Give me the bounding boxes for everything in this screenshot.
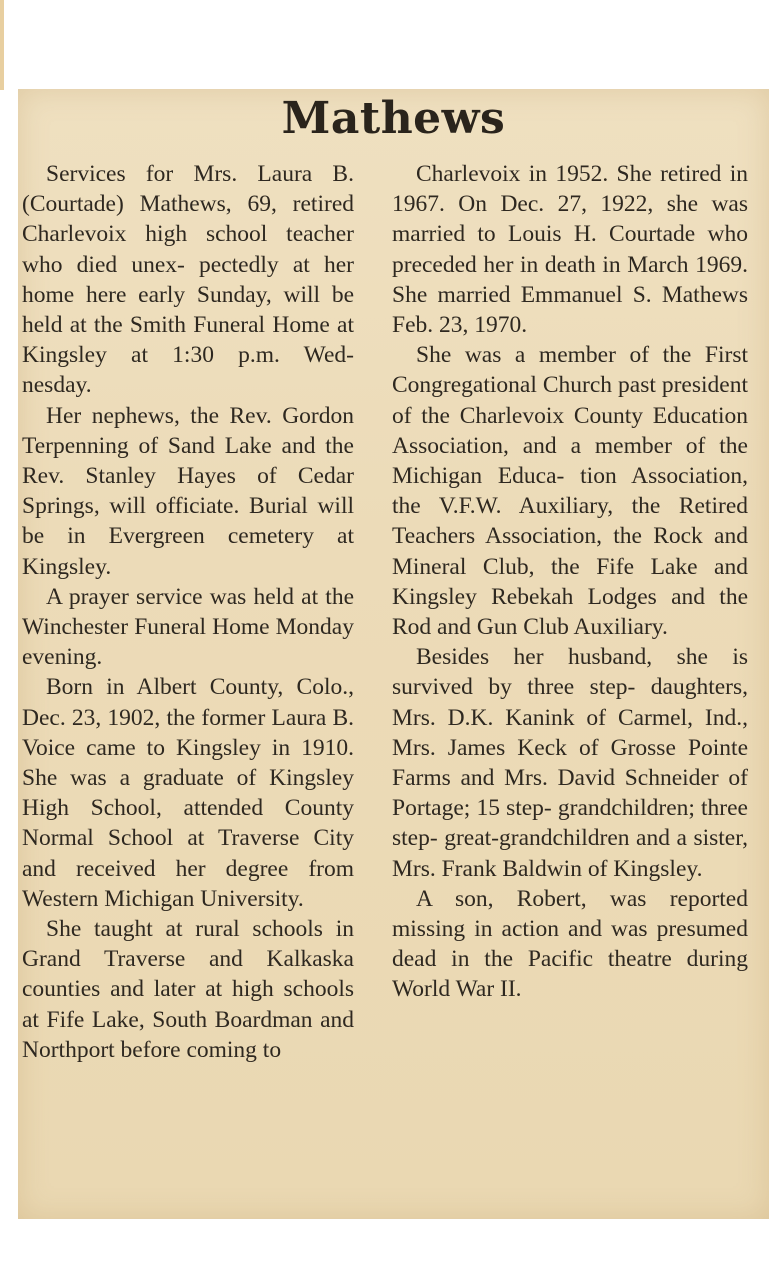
obituary-headline: Mathews bbox=[281, 93, 506, 144]
right-column bbox=[392, 159, 748, 1005]
paragraph-officiants: Her nephews, the Rev. Gordon Terpenning of Sand Lake and the Rev. Stanley Hayes of Cedar Springs, will officiate. Burial will be in Evergreen cemetery at Kingsley. bbox=[22, 402, 354, 580]
scan-edge-strip bbox=[0, 0, 4, 90]
paragraph-teaching-career: She taught at rural schools in Grand Traverse and Kalkaska counties and later at high schools at Fife Lake, South Boardman and Northport before coming to bbox=[22, 916, 354, 1063]
paragraph-memberships: She was a member of the First Congregational Church past president of the Charlevoix County Education Association, and a member of the Michigan Educa- tion Association, the V.F.W. Auxiliary, the Retired Teachers Association, the Rock and Mineral Club, the Fife Lake and Kingsley Rebekah Lodges and the Rod and Gun Club Auxiliary. bbox=[392, 342, 748, 641]
paragraph-survivors: Besides her husband, she is survived by three step- daughters, Mrs. D.K. Kanink of Carmel, Ind., Mrs. James Keck of Grosse Pointe Farms and Mrs. David Schneider of Portage; 15 step- grandchildren; three step- great-grandchildren and a sister, Mrs. Frank Baldwin of Kingsley. bbox=[392, 644, 748, 882]
paragraph-prayer-service: A prayer service was held at the Winchester Funeral Home Monday evening. bbox=[22, 583, 354, 671]
paragraph-son: A son, Robert, was reported missing in action and was presumed dead in the Pacific theatre during World War II. bbox=[392, 885, 748, 1003]
left-column bbox=[22, 159, 354, 1065]
paragraph-marriages: Charlevoix in 1952. She retired in 1967. On Dec. 27, 1922, she was married to Louis H. Courtade who preceded her in death in March 1969. She married Emmanuel S. Mathews Feb. 23, 1970. bbox=[392, 161, 748, 339]
paragraph-early-life: Born in Albert County, Colo., Dec. 23, 1902, the former Laura B. Voice came to Kingsley in 1910. She was a graduate of Kingsley High School, attended County Normal School at Traverse City and received her degree from Western Michigan University. bbox=[22, 674, 354, 912]
paragraph-services: Services for Mrs. Laura B. (Courtade) Mathews, 69, retired Charlevoix high school teacher who died unex- pectedly at her home here early Sunday, will be held at the Smith Funeral Home at Kingsley at 1:30 p.m. Wed- nesday. bbox=[22, 161, 354, 399]
newspaper-clipping bbox=[18, 89, 769, 1219]
